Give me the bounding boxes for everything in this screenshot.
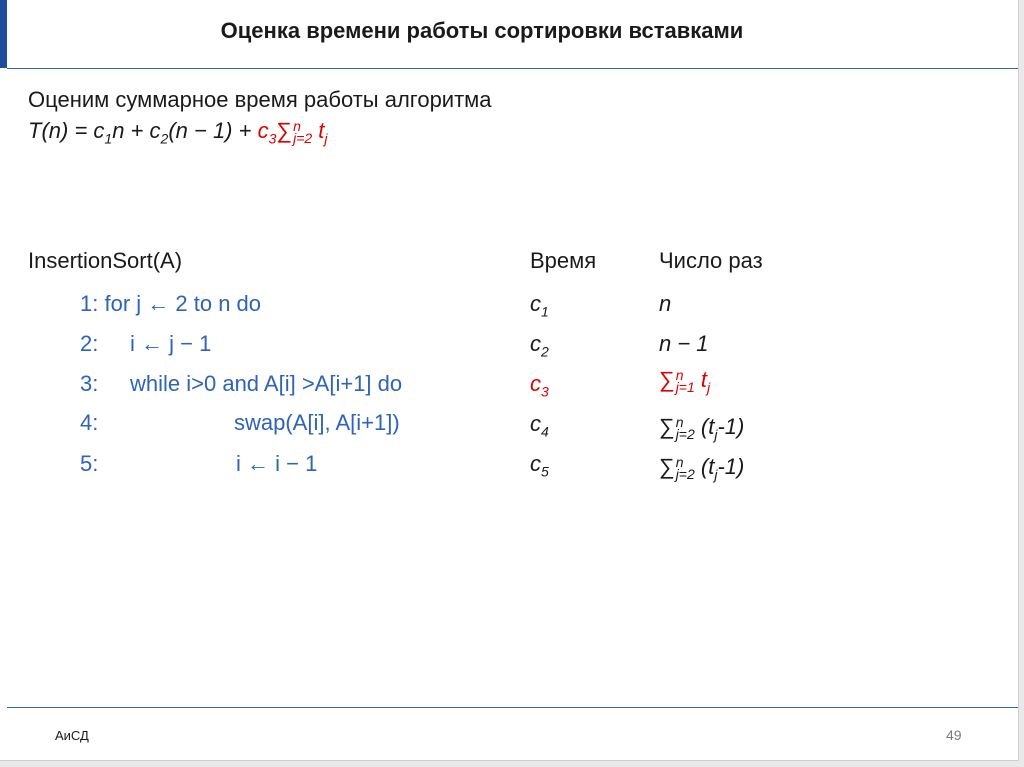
- count-cell-2: n − 1: [659, 331, 709, 356]
- algorithm-name: InsertionSort(A): [28, 248, 183, 273]
- code-line-number: 1:: [80, 291, 99, 316]
- time-column-header: Время: [530, 248, 597, 273]
- time-c: c: [530, 291, 541, 316]
- code-line-5: [80, 451, 318, 477]
- time-cell-1: [530, 291, 549, 319]
- sum-lower: j=1: [675, 379, 695, 396]
- time-sub: 3: [541, 383, 549, 400]
- count-column-header: Число раз: [659, 248, 763, 273]
- count-cell-1: n: [659, 291, 672, 316]
- formula-mid-1: n + c: [112, 118, 161, 143]
- intro-text: Оценим суммарное время работы алгоритма: [28, 87, 492, 112]
- time-cell-4: [530, 411, 549, 439]
- count-open: (t: [694, 454, 715, 479]
- sum-symbol: ∑: [659, 414, 675, 439]
- footer-divider: [7, 707, 1018, 708]
- footer-label: АиСД: [55, 728, 89, 743]
- time-c: c: [530, 451, 541, 476]
- count-close: -1): [717, 414, 745, 439]
- time-cell-2: [530, 331, 549, 359]
- sum-symbol: ∑: [276, 118, 293, 143]
- code-line-text: for j ← 2 to n do: [104, 291, 262, 316]
- code-line-text: i ← j − 1: [130, 331, 212, 356]
- sum-upper: n: [675, 454, 684, 471]
- formula-sub-1: 1: [104, 130, 113, 147]
- time-cell-5: [530, 451, 549, 479]
- code-line-3: [80, 371, 403, 397]
- count-close: -1): [717, 454, 745, 479]
- time-c: c: [530, 411, 541, 436]
- count-t-sub: j: [707, 379, 711, 396]
- formula-lhs: T(n) = c: [28, 118, 105, 143]
- code-line-number: 2:: [80, 331, 99, 356]
- time-sub: 5: [541, 463, 549, 480]
- sum-upper: n: [675, 367, 684, 384]
- sum-symbol: ∑: [659, 367, 675, 392]
- code-line-number: 5:: [80, 451, 99, 476]
- time-c: c: [530, 331, 541, 356]
- sum-symbol: ∑: [659, 454, 675, 479]
- code-line-4: [80, 410, 400, 436]
- count-open: (t: [694, 414, 715, 439]
- sum-upper: n: [675, 414, 684, 431]
- count-t-sub: j: [714, 466, 718, 483]
- time-cell-3: [530, 371, 549, 399]
- code-line-text: while i>0 and A[i] >A[i+1] do: [130, 371, 403, 396]
- sum-lower: j=2: [293, 130, 313, 147]
- formula-sub-2: 2: [160, 130, 169, 147]
- count-t: t: [700, 367, 708, 392]
- formula-mid-2: (n − 1) +: [168, 118, 258, 143]
- count-cell-5: [659, 454, 744, 482]
- code-line-number: 3:: [80, 371, 99, 396]
- count-cell-3: [659, 367, 710, 395]
- code-line-2: [80, 331, 212, 357]
- sum-lower: j=2: [675, 466, 695, 483]
- code-line-number: 4:: [80, 410, 99, 435]
- time-sub: 2: [541, 343, 549, 360]
- runtime-formula: [28, 118, 328, 146]
- sum-upper: n: [293, 118, 301, 135]
- code-line-text: i ← i − 1: [236, 451, 318, 476]
- slide-title: Оценка времени работы сортировки вставками: [220, 18, 744, 43]
- count-cell-4: [659, 414, 744, 442]
- sum-lower: j=2: [675, 426, 695, 443]
- formula-t: t: [318, 118, 325, 143]
- count-t-sub: j: [714, 426, 718, 443]
- formula-c3: c: [257, 118, 269, 143]
- code-line-1: [80, 291, 261, 317]
- time-sub: 1: [541, 303, 549, 320]
- time-c: c: [530, 371, 541, 396]
- time-sub: 4: [541, 423, 549, 440]
- formula-c3-term: [257, 118, 328, 147]
- header-divider: [7, 68, 1018, 69]
- formula-sub-3: 3: [268, 130, 277, 147]
- page-number: 49: [946, 727, 962, 743]
- code-line-text: swap(A[i], A[i+1]): [234, 410, 400, 435]
- formula-t-sub: j: [324, 130, 328, 147]
